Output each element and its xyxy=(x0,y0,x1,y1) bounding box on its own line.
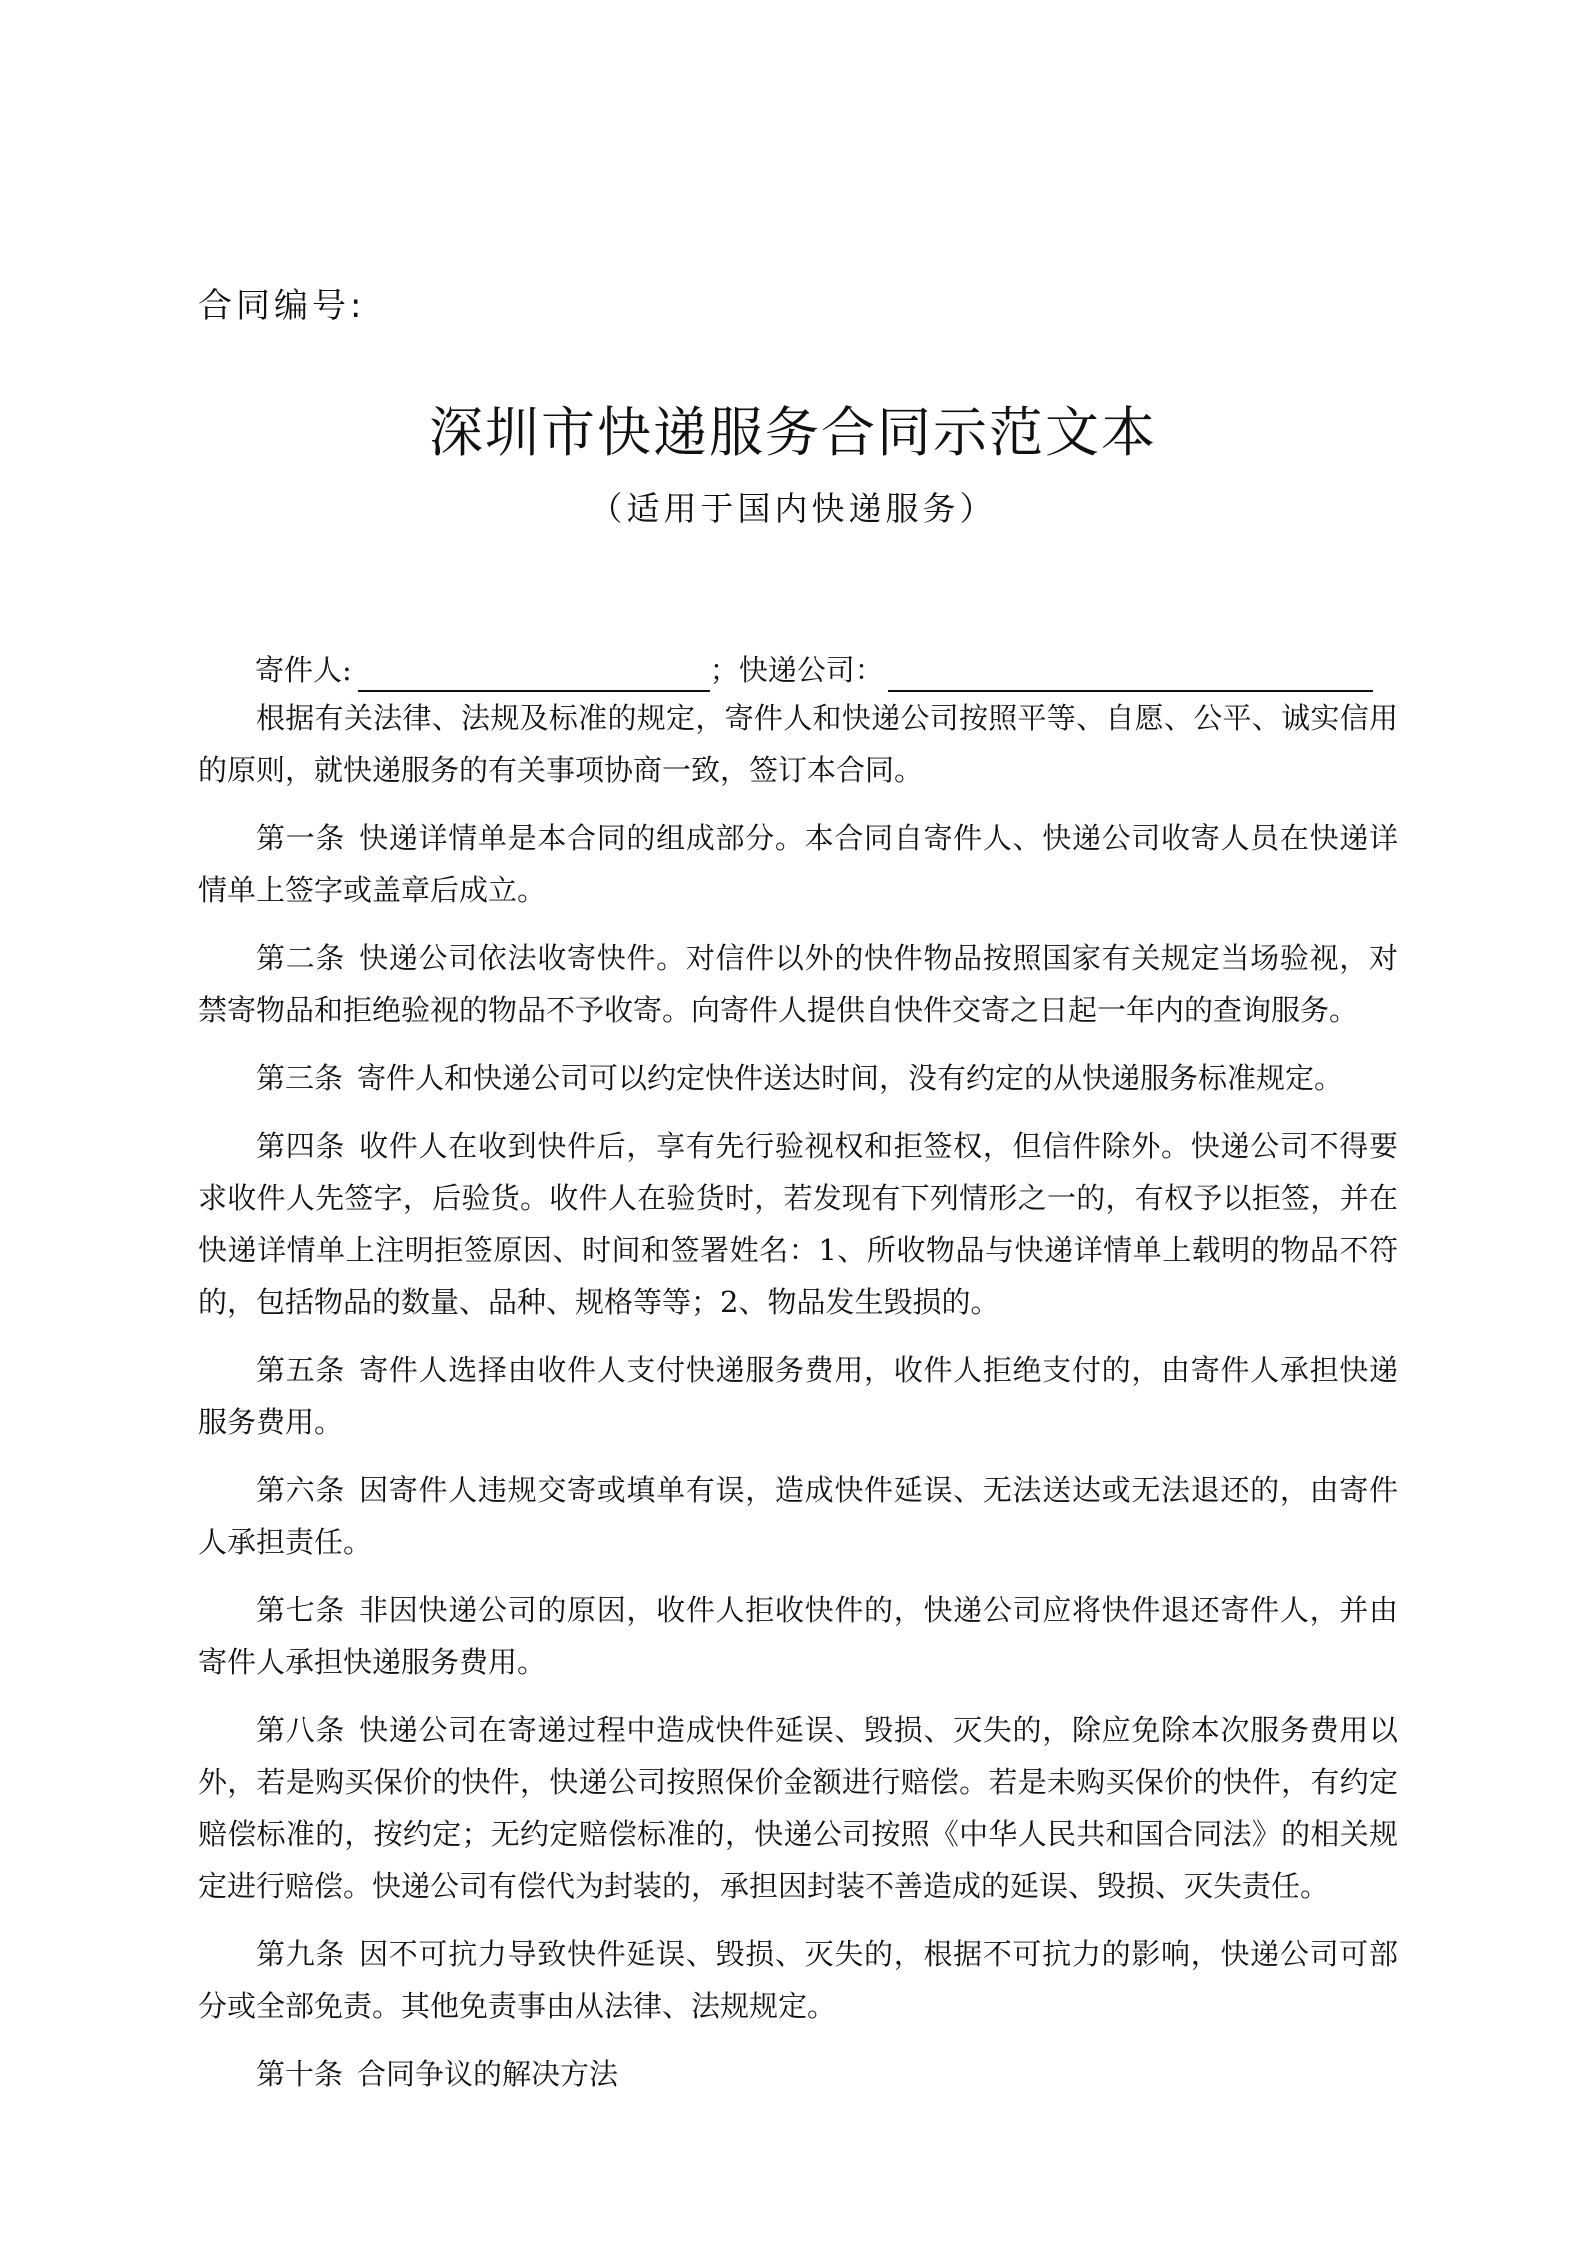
article-label: 第八条 xyxy=(256,1713,346,1747)
article-label: 第三条 xyxy=(256,1061,344,1095)
contract-body xyxy=(198,692,1398,2116)
article-8 xyxy=(198,1704,1398,1912)
article-text: 寄件人选择由收件人支付快递服务费用，收件人拒绝支付的，由寄件人承担快递服务费用。 xyxy=(198,1353,1398,1439)
article-label: 第五条 xyxy=(256,1353,346,1387)
article-5 xyxy=(198,1344,1398,1448)
article-6 xyxy=(198,1464,1398,1568)
article-text: 收件人在收到快件后，享有先行验视权和拒签权，但信件除外。快递公司不得要求收件人先签字，后验货。收件人在验货时，若发现有下列情形之一的，有权予以拒签，并在快递详情单上注明拒签原因、时间和签署姓名：1、所收物品与快递详情单上载明的物品不符的，包括物品的数量、品种、规格等等；2、物品发生毁损的。 xyxy=(198,1129,1398,1319)
article-label: 第二条 xyxy=(256,941,346,975)
sender-label: 寄件人: xyxy=(255,653,352,687)
contract-number-label: 合同编号: xyxy=(198,286,366,326)
document-subtitle: （适用于国内快递服务） xyxy=(589,489,997,528)
article-label: 第七条 xyxy=(256,1593,346,1627)
article-text: 合同争议的解决方法 xyxy=(357,2057,619,2091)
document-title: 深圳市快递服务合同示范文本 xyxy=(429,401,1157,464)
article-2 xyxy=(198,932,1398,1036)
article-label: 第六条 xyxy=(256,1473,346,1507)
article-label: 第十条 xyxy=(256,2057,344,2091)
courier-blank[interactable] xyxy=(888,654,1373,692)
article-label: 第四条 xyxy=(256,1129,346,1163)
article-text: 快递公司依法收寄快件。对信件以外的快件物品按照国家有关规定当场验视，对禁寄物品和拒绝验视的物品不予收寄。向寄件人提供自快件交寄之日起一年内的查询服务。 xyxy=(198,941,1398,1027)
article-text: 因不可抗力导致快件延误、毁损、灭失的，根据不可抗力的影响，快递公司可部分或全部免责。其他免责事由从法律、法规规定。 xyxy=(198,1937,1398,2023)
article-label: 第九条 xyxy=(256,1937,346,1971)
article-text: 寄件人和快递公司可以约定快件送达时间，没有约定的从快递服务标准规定。 xyxy=(357,1061,1344,1095)
article-10 xyxy=(198,2048,1398,2100)
article-text: 非因快递公司的原因，收件人拒收快件的，快递公司应将快件退还寄件人，并由寄件人承担快递服务费用。 xyxy=(198,1593,1398,1679)
parties-separator: ； xyxy=(709,653,739,687)
article-label: 第一条 xyxy=(256,821,346,855)
article-text: 快递详情单是本合同的组成部分。本合同自寄件人、快递公司收寄人员在快递详情单上签字或盖章后成立。 xyxy=(198,821,1398,907)
article-3 xyxy=(198,1052,1398,1104)
article-1 xyxy=(198,812,1398,916)
article-7 xyxy=(198,1584,1398,1688)
article-text: 快递公司在寄递过程中造成快件延误、毁损、灭失的，除应免除本次服务费用以外，若是购买保价的快件，快递公司按照保价金额进行赔偿。若是未购买保价的快件，有约定赔偿标准的，按约定；无约定赔偿标准的，快递公司按照《中华人民共和国合同法》的相关规定进行赔偿。快递公司有偿代为封装的，承担因封装不善造成的延误、毁损、灭失责任。 xyxy=(198,1713,1398,1903)
article-9 xyxy=(198,1928,1398,2032)
article-4 xyxy=(198,1120,1398,1328)
parties-line xyxy=(255,648,1395,692)
courier-label: 快递公司： xyxy=(738,653,884,687)
preamble-paragraph: 根据有关法律、法规及标准的规定，寄件人和快递公司按照平等、自愿、公平、诚实信用的原则，就快递服务的有关事项协商一致，签订本合同。 xyxy=(198,701,1398,787)
article-text: 因寄件人违规交寄或填单有误，造成快件延误、无法送达或无法退还的，由寄件人承担责任。 xyxy=(198,1473,1398,1559)
sender-blank[interactable] xyxy=(358,654,710,692)
